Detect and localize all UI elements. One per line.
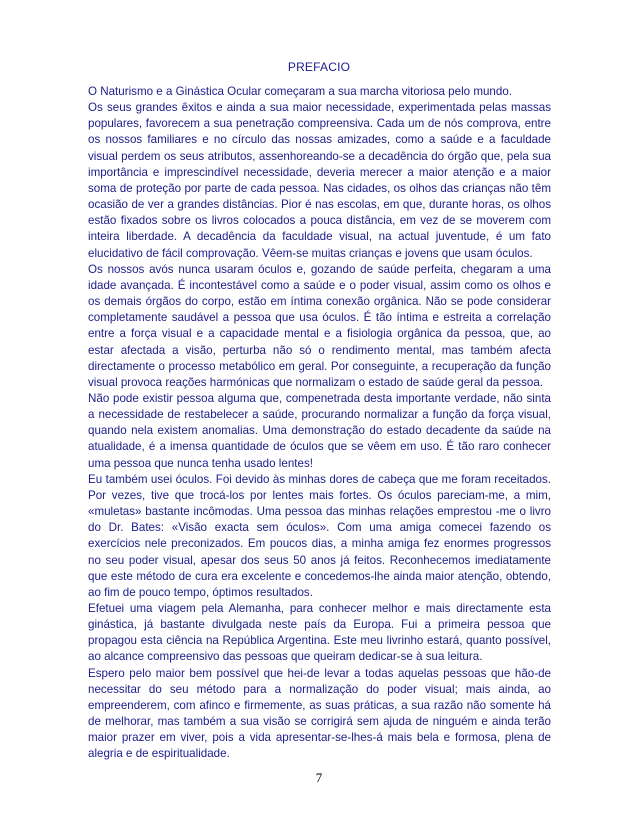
paragraph: Não pode existir pessoa alguma que, compenetrada desta importante verdade, não sinta a necessidade de restabelecer a saúde, procurando normalizar a função da força visual, quando nela existem anomalias. Uma demonstração do estado decadente da saúde na atualidade, é a imensa quantidade de óculos que se vêem em uso. É tão raro conhecer uma pessoa que nunca tenha usado lentes! [88, 391, 551, 470]
paragraph: Eu também usei óculos. Foi devido às minhas dores de cabeça que me foram receitados. Por vezes, tive que trocá-los por lentes mais fortes. Os óculos pareciam-me, a mim, «muletas» bastante incômodas. Uma pessoa das minhas relações emprestou -me o livro do Dr. Bates: «Visão exacta sem óculos». Com uma amiga comecei fazendo os exercícios nele preconizados. Em poucos dias, a minha amiga fez enormes progressos no seu poder visual, apesar dos seus 50 anos já feitos. Reconhecemos imediatamente que este método de cura era excelente e concedemos-lhe ainda maior atenção, obtendo, ao fim de pouco tempo, óptimos resultados. [88, 472, 551, 599]
page-number: 7 [315, 770, 323, 785]
body-text [88, 84, 551, 763]
paragraph: O Naturismo e a Ginástica Ocular começaram a sua marcha vitoriosa pelo mundo. [88, 85, 512, 98]
paragraph: Os nossos avós nunca usaram óculos e, gozando de saúde perfeita, chegaram a uma idade avançada. É incontestável como a saúde e o poder visual, assim como os olhos e os demais órgãos do corpo, estão em íntima conexão orgânica. Não se pode considerar completamente saudável a pessoa que usa óculos. É tão íntima e estreita a correlação entre a força visual e a capacidade mental e a fisiologia orgânica da pessoa, que, ao estar afectada a visão, perturba não só o rendimento mental, mas também afecta directamente o processo metabólico em geral. Por conseguinte, a recuperação da função visual provoca reações harmónicas que normalizam o estado de saúde geral da pessoa. [88, 262, 551, 389]
paragraph: Efetuei uma viagem pela Alemanha, para conhecer melhor e mais directamente esta ginástica, já bastante divulgada neste país da Europa. Fui a primeira pessoa que propagou esta ciência na República Argentina. Este meu livrinho estará, quanto possível, ao alcance compreensivo das pessoas que queiram dedicar-se à sua leitura. [88, 602, 551, 664]
paragraph: Os seus grandes êxitos e ainda a sua maior necessidade, experimentada pelas massas populares, favorecem a sua penetração compreensiva. Cada um de nós comprova, entre os nossos familiares e no círculo das nossas amizades, como a saúde e a faculdade visual perdem os seus atributos, assenhoreando-se a decadência do órgão que, pela sua importância e imprescindível necessidade, deveria merecer a maior atenção e a maior soma de proteção por parte de cada pessoa. Nas cidades, os olhos das crianças não têm ocasião de ver a grandes distâncias. Pior é nas escolas, em que, durante horas, os olhos estão fixados sobre os livros colocados a pouca distância, em vez de se moverem com inteira liberdade. A decadência da faculdade visual, na actual juventude, é um fato elucidativo de fácil comprovação. Vêem-se muitas crianças e jovens que usam óculos. [88, 101, 551, 260]
page-title: PREFACIO [287, 60, 351, 74]
paragraph: Espero pelo maior bem possível que hei-de levar a todas aquelas pessoas que hão-de necessitar do seu método para a normalização do poder visual; mais ainda, ao empreenderem, com afinco e firmemente, as suas práticas, a sua razão não somente há de melhorar, mas também a sua visão se corrigirá sem ajuda de ninguém e ainda terão maior prazer em viver, pois a vida apresentar-se-lhes-á mais bela e formosa, plena de alegria e de espiritualidade. [88, 666, 551, 761]
